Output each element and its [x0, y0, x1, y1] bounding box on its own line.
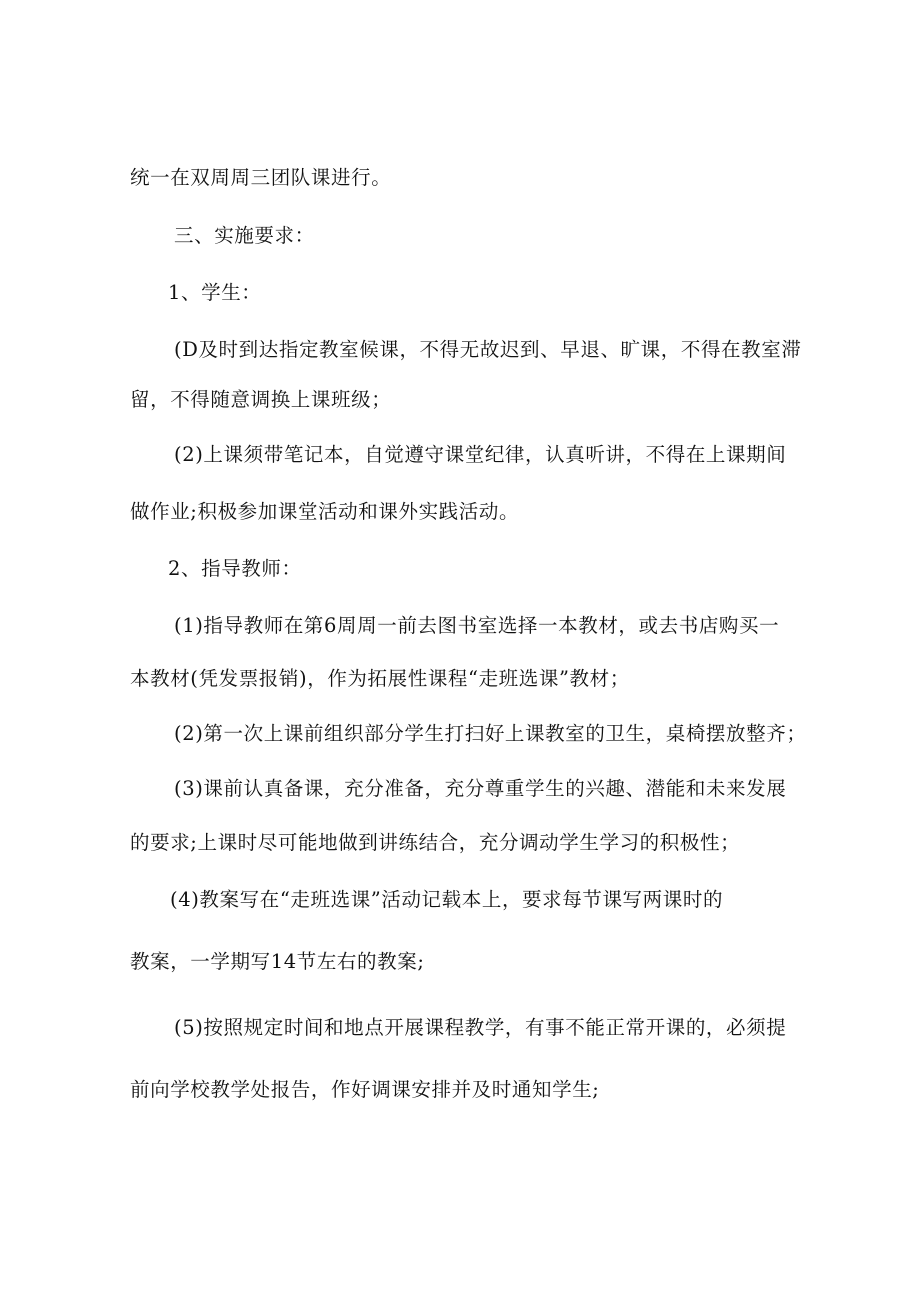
subsection-heading: 2、指导教师： [168, 557, 302, 580]
paragraph-line: 留，不得随意调换上课班级； [130, 388, 392, 411]
paragraph-line: (2)上课须带笔记本，自觉遵守课堂纪律，认真听讲，不得在上课期间 [174, 443, 787, 466]
paragraph-line: 的要求;上课时尽可能地做到讲练结合，充分调动学生学习的积极性； [130, 831, 741, 854]
subsection-heading: 1、学生： [168, 281, 262, 304]
paragraph-line: 教案，一学期写14节左右的教案; [130, 950, 425, 973]
paragraph-line: 统一在双周周三团队课进行。 [130, 166, 392, 189]
paragraph-line: 前向学校教学处报告，作好调课安排并及时通知学生; [130, 1078, 600, 1101]
paragraph-line: (5)按照规定时间和地点开展课程教学，有事不能正常开课的，必须提 [174, 1016, 787, 1039]
paragraph-line: 本教材(凭发票报销)，作为拓展性课程“走班选课”教材； [130, 667, 630, 690]
paragraph-line: (3)课前认真备课，充分准备，充分尊重学生的兴趣、潜能和未来发展 [174, 777, 787, 800]
paragraph-line: (4)教案写在“走班选课”活动记载本上，要求每节课写两课时的 [170, 888, 724, 911]
paragraph-line: (D及时到达指定教室候课，不得无故迟到、早退、旷课，不得在教室滞 [174, 338, 802, 361]
paragraph-line: (1)指导教师在第6周周一前去图书室选择一本教材，或去书店购买一 [174, 614, 780, 637]
paragraph-line: (2)第一次上课前组织部分学生打扫好上课教室的卫生，桌椅摆放整齐； [174, 722, 807, 745]
paragraph-line: 做作业;积极参加课堂活动和课外实践活动。 [130, 500, 520, 523]
section-heading: 三、实施要求： [174, 224, 315, 247]
